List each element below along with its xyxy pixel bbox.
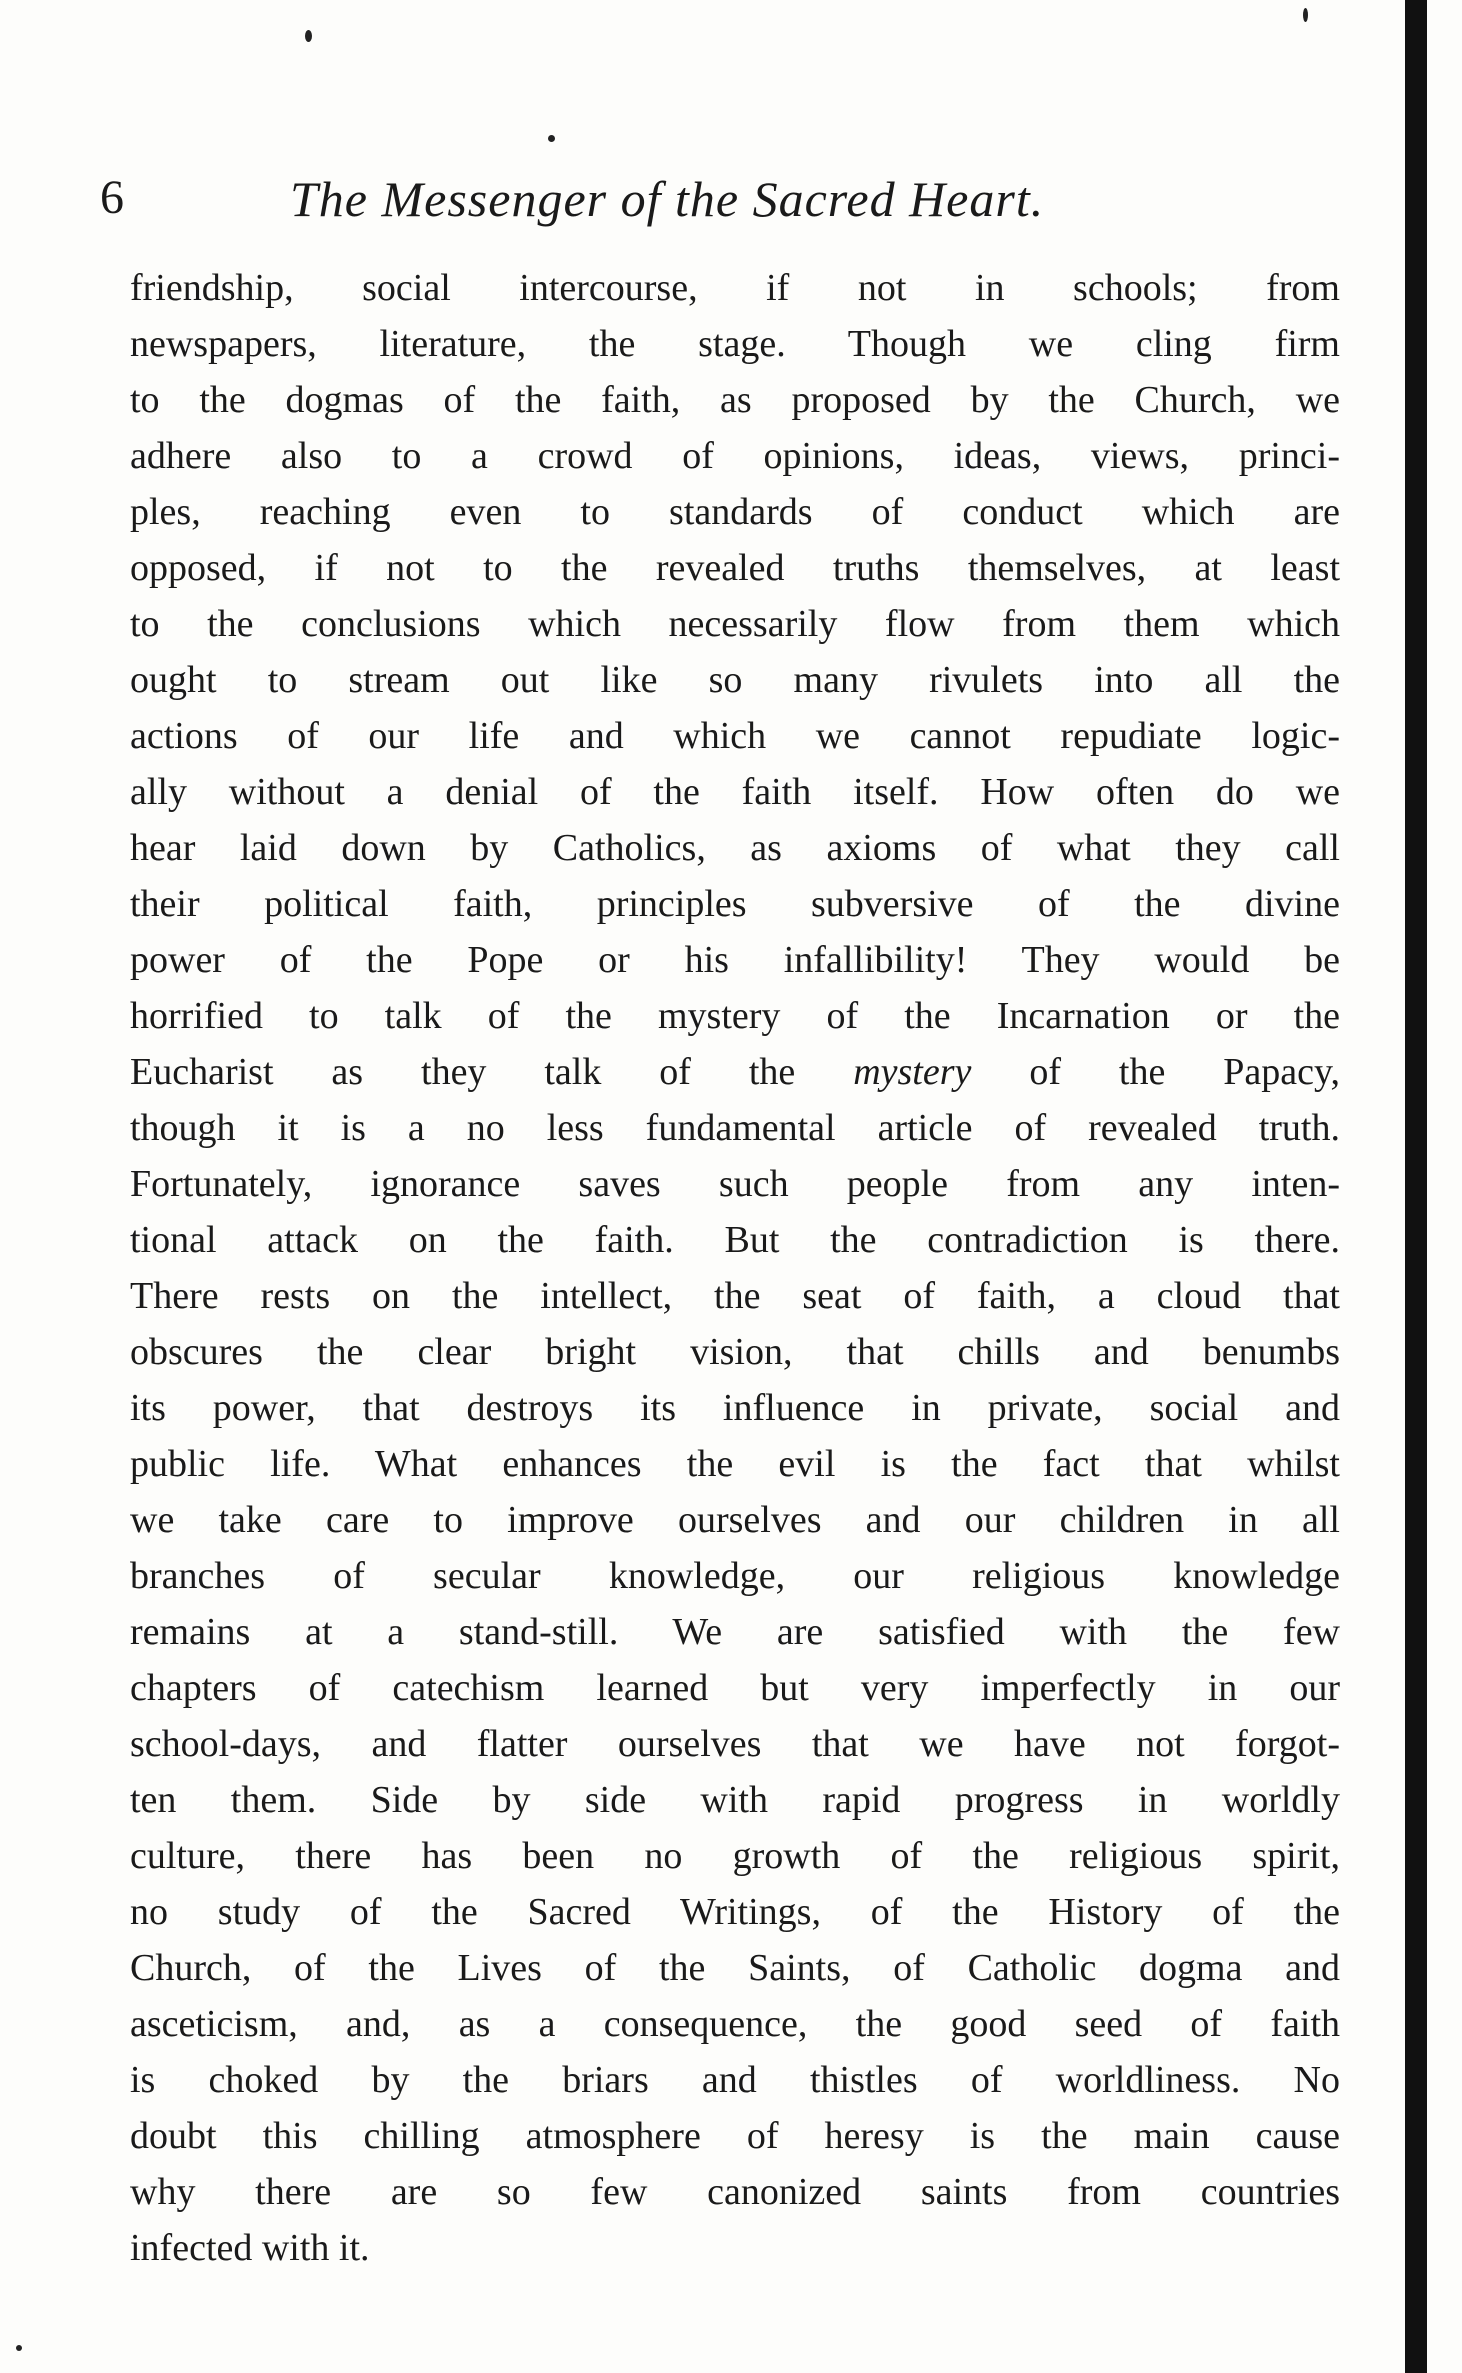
text-line: ally without a denial of the faith itself. How often do we <box>130 771 1340 813</box>
text-line: to the conclusions which necessarily flow from them which <box>130 603 1340 645</box>
text-line: chapters of catechism learned but very imperfectly in our <box>130 1667 1340 1709</box>
text-line: ten them. Side by side with rapid progress in worldly <box>130 1779 1340 1821</box>
scan-speck <box>16 2345 22 2351</box>
text-line: though it is a no less fundamental article of revealed truth. <box>130 1107 1340 1149</box>
text-line: branches of secular knowledge, our religious knowledge <box>130 1555 1340 1597</box>
text-line: There rests on the intellect, the seat of faith, a cloud that <box>130 1275 1340 1317</box>
page-edge-shadow <box>1405 0 1427 2373</box>
scan-speck <box>548 135 555 142</box>
scan-speck <box>1303 8 1308 22</box>
text-line: to the dogmas of the faith, as proposed by the Church, we <box>130 379 1340 421</box>
body-paragraph <box>130 260 1340 2276</box>
text-line: culture, there has been no growth of the religious spirit, <box>130 1835 1340 1877</box>
text-line: adhere also to a crowd of opinions, ideas, views, princi- <box>130 435 1340 477</box>
text-line: ples, reaching even to standards of conduct which are <box>130 491 1340 533</box>
text-line: opposed, if not to the revealed truths themselves, at least <box>130 547 1340 589</box>
page-number: 6 <box>100 171 124 224</box>
text-line: its power, that destroys its influence in private, social and <box>130 1387 1340 1429</box>
text-line: Fortunately, ignorance saves such people from any inten- <box>130 1163 1340 1205</box>
text-line: horrified to talk of the mystery of the Incarnation or the <box>130 995 1340 1037</box>
scan-speck <box>305 30 312 42</box>
text-line: school-days, and flatter ourselves that we have not forgot- <box>130 1723 1340 1765</box>
text-line: asceticism, and, as a consequence, the good seed of faith <box>130 2003 1340 2045</box>
text-line: why there are so few canonized saints from countries <box>130 2171 1340 2213</box>
text-line: remains at a stand-still. We are satisfied with the few <box>130 1611 1340 1653</box>
text-line: no study of the Sacred Writings, of the History of the <box>130 1891 1340 1933</box>
text-line: public life. What enhances the evil is the fact that whilst <box>130 1443 1340 1485</box>
text-line: actions of our life and which we cannot repudiate logic- <box>130 715 1340 757</box>
text-line: Eucharist as they talk of the mystery of the Papacy, <box>130 1051 1341 1093</box>
text-line: we take care to improve ourselves and our children in all <box>130 1499 1340 1541</box>
text-line: newspapers, literature, the stage. Though we cling firm <box>130 323 1340 365</box>
emphasis-word: mystery <box>853 1051 972 1093</box>
text-line: power of the Pope or his infallibility! They would be <box>130 939 1340 981</box>
text-line: infected with it. <box>130 2227 370 2269</box>
text-line: doubt this chilling atmosphere of heresy is the main cause <box>130 2115 1340 2157</box>
running-title: The Messenger of the Sacred Heart. <box>290 171 1045 227</box>
text-line: tional attack on the faith. But the contradiction is there. <box>130 1219 1340 1261</box>
text-line: friendship, social intercourse, if not in schools; from <box>130 267 1340 309</box>
running-header <box>100 170 1200 240</box>
text-line: their political faith, principles subversive of the divine <box>130 883 1340 925</box>
text-line: Church, of the Lives of the Saints, of Catholic dogma and <box>130 1947 1340 1989</box>
text-line: obscures the clear bright vision, that chills and benumbs <box>130 1331 1340 1373</box>
text-line: ought to stream out like so many rivulets into all the <box>130 659 1340 701</box>
text-line: hear laid down by Catholics, as axioms of what they call <box>130 827 1340 869</box>
text-line: is choked by the briars and thistles of worldliness. No <box>130 2059 1340 2101</box>
